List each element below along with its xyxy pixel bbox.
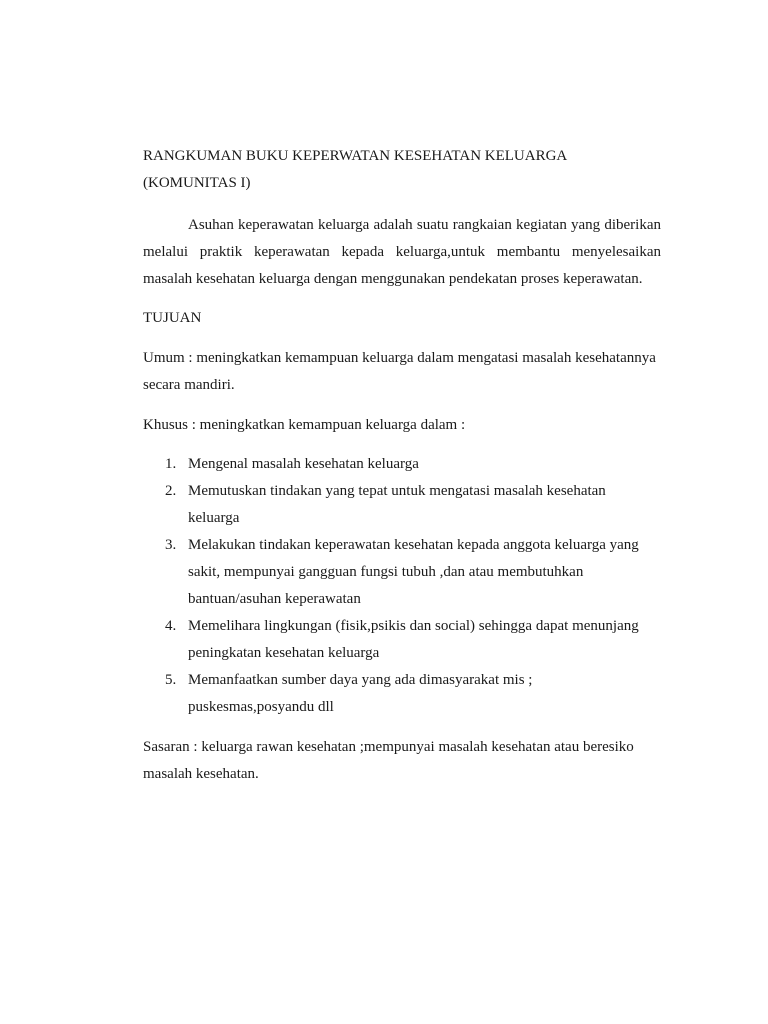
section-heading-tujuan: TUJUAN [143,310,202,326]
list-item [143,478,661,532]
objectives-list [143,451,661,721]
list-item-number: 2. [165,483,177,499]
document-title-line-1: RANGKUMAN BUKU KEPERWATAN KESEHATAN KELUARGA [143,148,568,164]
list-item-text: Memutuskan tindakan yang tepat untuk mengatasi masalah kesehatan keluarga [188,483,606,526]
sasaran-paragraph: Sasaran : keluarga rawan kesehatan ;mempunyai masalah kesehatan atau beresiko masalah kesehatan. [143,739,634,782]
list-item [143,667,661,721]
list-item [143,532,661,613]
list-item-text: Mengenal masalah kesehatan keluarga [188,456,419,472]
list-item-number: 1. [165,456,177,472]
list-item-number: 3. [165,537,177,553]
list-item-text: Melakukan tindakan keperawatan kesehatan kepada anggota keluarga yang sakit, mempunyai gangguan fungsi tubuh ,dan atau membutuhkan bantuan/asuhan keperawatan [188,537,639,607]
khusus-paragraph: Khusus : meningkatkan kemampuan keluarga dalam : [143,417,466,433]
document-title-line-2: (KOMUNITAS I) [143,175,251,191]
umum-paragraph: Umum : meningkatkan kemampuan keluarga dalam mengatasi masalah kesehatannya secara mandiri. [143,350,656,393]
intro-paragraph: Asuhan keperawatan keluarga adalah suatu rangkaian kegiatan yang diberikan melalui praktik keperawatan kepada keluarga,untuk membantu menyelesaikan masalah kesehatan keluarga dengan menggunakan pendekatan proses keperawatan. [143,217,661,287]
document-page [143,143,661,788]
list-item-text: Memanfaatkan sumber daya yang ada dimasyarakat mis ; puskesmas,posyandu dll [188,672,533,715]
list-item [143,613,661,667]
list-item-text: Memelihara lingkungan (fisik,psikis dan social) sehingga dapat menunjang peningkatan kesehatan keluarga [188,618,639,661]
list-item [143,451,661,478]
list-item-number: 5. [165,672,177,688]
list-item-number: 4. [165,618,177,634]
